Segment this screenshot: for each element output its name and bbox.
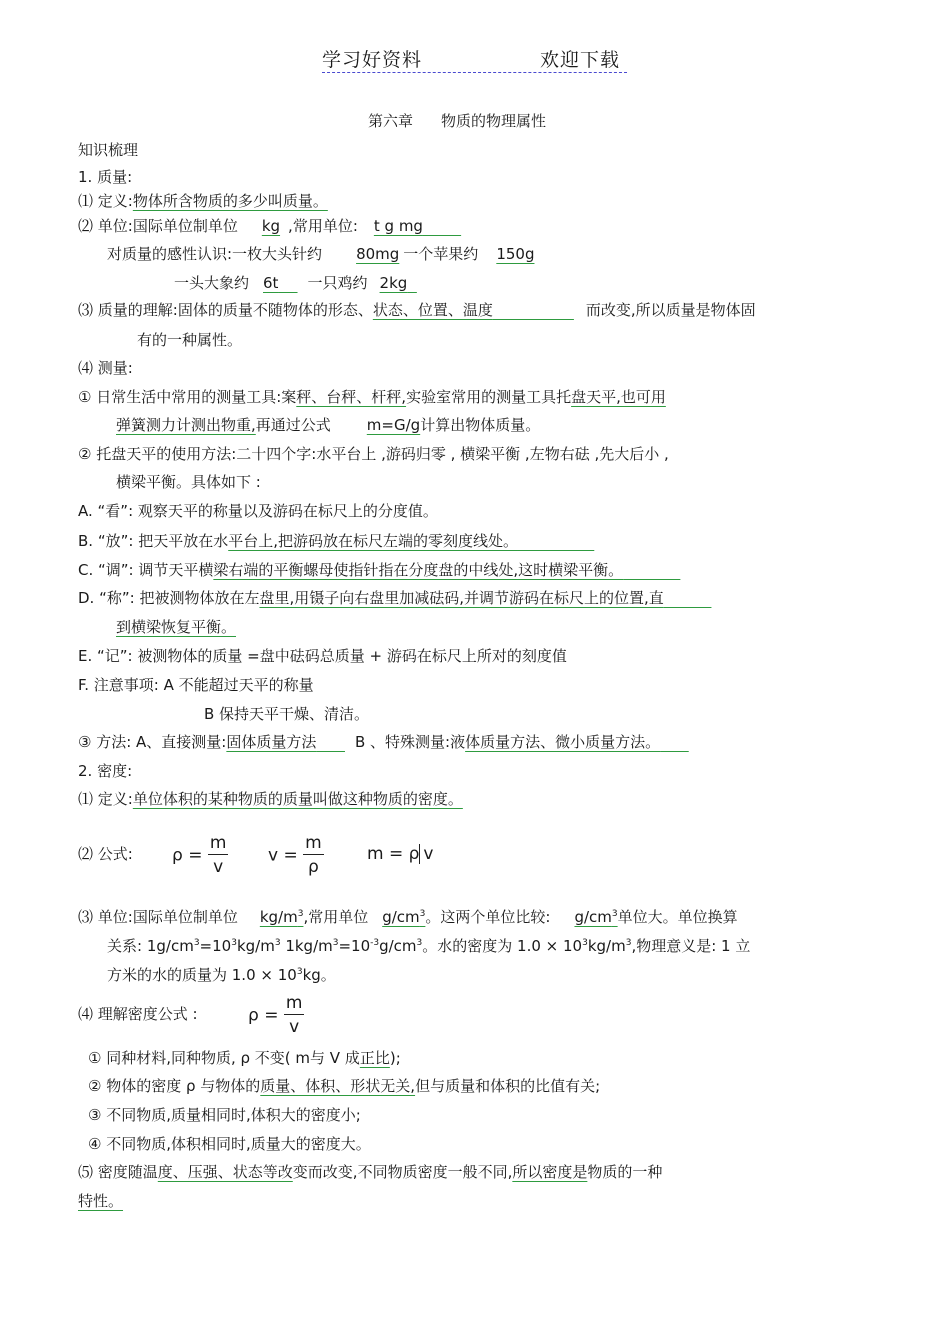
formula-volume: v = $\frac{m}{\rho}$ <box>268 833 322 877</box>
rule-2: ② 物体的密度 ρ 与物体的质量、体积、形状无关,但与质量和体积的比值有关; <box>88 1077 601 1095</box>
step-adjust: C. “调”: 调节天平横梁右端的平衡螺母使指针指在分度盘的中线处,这时横梁平衡。 <box>78 561 624 579</box>
section-density: 2. 密度: <box>78 762 133 780</box>
rule-1: ① 同种材料,同种物质, ρ 不变( m与 V 成正比); <box>88 1049 401 1067</box>
balance-usage-cont: 横梁平衡。具体如下 : <box>116 473 261 491</box>
chapter-number: 第六章 <box>368 112 414 130</box>
notes: F. 注意事项: A 不能超过天平的称量 <box>78 676 314 694</box>
density-property: ⑸ 密度随温度、压强、状态等改变而改变,不同物质密度一般不同,所以密度是物质的一种 <box>78 1163 663 1181</box>
rule-3: ③ 不同物质,质量相同时,体积大的密度小; <box>88 1106 361 1124</box>
rule-4: ④ 不同物质,体积相同时,质量大的密度大。 <box>88 1135 371 1153</box>
mass-perception: 对质量的感性认识:一枚大头针约 80mg 一个苹果约 150g <box>107 245 535 263</box>
header-left: 学习好资料 <box>322 49 423 71</box>
mass-unit: ⑵ 单位:国际单位制单位 kg ,常用单位: t g mg <box>78 217 423 235</box>
header-divider <box>322 72 627 73</box>
mass-definition: ⑴ 定义:物体所含物质的多少叫质量。 <box>78 192 328 210</box>
measurement-methods: ③ 方法: A、直接测量:固体质量方法 B 、特殊测量:液体质量方法、微小质量方法。 <box>78 733 661 751</box>
section-mass: 1. 质量: <box>78 168 133 186</box>
mass-understanding: ⑶ 质量的理解:固体的质量不随物体的形态、状态、位置、温度 而改变,所以质量是物体固 <box>78 301 756 319</box>
step-weigh-cont: 到横梁恢复平衡。 <box>116 618 237 636</box>
step-look: A. “看”: 观察天平的称量以及游码在标尺上的分度值。 <box>78 502 438 520</box>
formula-mass: m = ρ v <box>367 844 434 864</box>
measurement: ⑷ 测量: <box>78 359 133 377</box>
density-unit: ⑶ 单位:国际单位制单位 $kg/m^3$,常用单位 $g/cm^3$。这两个单位比较: $g/cm^3$单位大。单位换算 <box>78 908 738 926</box>
header-right: 欢迎下载 <box>540 49 621 71</box>
water-meaning: 方米的水的质量为 $1.0 \times 10^3kg$。 <box>107 966 336 984</box>
formula-label: ⑵ 公式: <box>78 845 133 863</box>
step-record: E. “记”: 被测物体的质量 =盘中砝码总质量 + 游码在标尺上所对的刻度值 <box>78 647 567 665</box>
understand-formula-label: ⑷ 理解密度公式 : <box>78 1005 198 1023</box>
mass-perception-2: 一头大象约 6t 一只鸡约 2kg <box>174 274 408 292</box>
chapter-title <box>368 110 546 131</box>
section-overview: 知识梳理 <box>78 141 139 159</box>
understand-formula: ρ = $\frac{m}{v}$ <box>248 993 303 1037</box>
measurement-tools: ① 日常生活中常用的测量工具:案秤、台秤、杆秤,实验室常用的测量工具托盘天平,也可用 <box>78 388 666 406</box>
measurement-tools-cont: 弹簧测力计测出物重,再通过公式 m=G/g计算出物体质量。 <box>116 416 541 434</box>
density-definition: ⑴ 定义:单位体积的某种物质的质量叫做这种物质的密度。 <box>78 790 463 808</box>
notes-b: B 保持天平干燥、清洁。 <box>204 705 370 723</box>
step-weigh: D. “称”: 把被测物体放在左盘里,用镊子向右盘里加减砝码,并调节游码在标尺上的位置,直 <box>78 589 664 607</box>
density-conversion: 关系: $1g/cm^3=10^3kg/m^3$ $1kg/m^3=10^{-3}g/cm^3$。水的密度为 $1.0 \times 10^3kg/m^3$,物理意义是: 1 立 <box>107 937 751 955</box>
step-place: B. “放”: 把天平放在水平台上,把游码放在标尺左端的零刻度线处。 <box>78 532 518 550</box>
mass-understanding-cont: 有的一种属性。 <box>137 331 243 349</box>
formula-density: ρ = $\frac{m}{v}$ <box>172 833 227 877</box>
density-property-cont: 特性。 <box>78 1192 124 1210</box>
balance-usage: ② 托盘天平的使用方法:二十四个字:水平台上 ,游码归零 , 横梁平衡 ,左物右砝 ,先大后小 , <box>78 445 669 463</box>
chapter-name: 物质的物理属性 <box>441 112 547 130</box>
